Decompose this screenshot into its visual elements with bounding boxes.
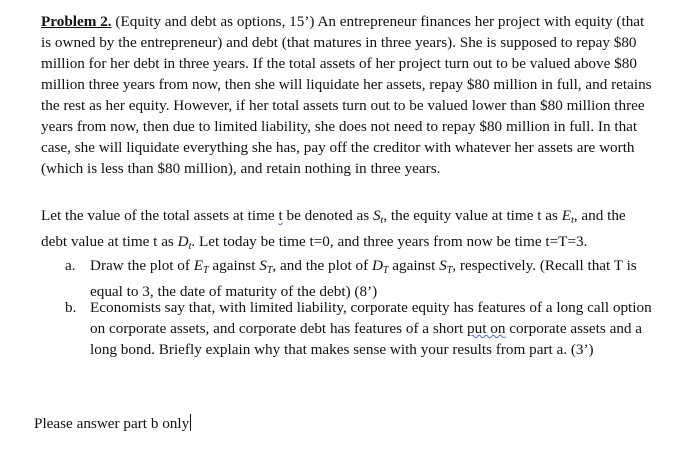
- spellcheck-underline: put on: [467, 320, 506, 337]
- definitions-paragraph: Let the value of the total assets at time t be denoted as $S_t$, the equity value at time t as $E_t$, and the debt value at time t as $D_t$. Let today be time t=0, and three years from now be time t=T=3.: [41, 207, 626, 252]
- part-a-label: a.: [65, 257, 76, 274]
- part-b: b. Economists say that, with limited liability, corporate equity has features of a long call option on corporate assets, and corporate debt has features of a short put on corporate assets and a long bond. Briefly explain why that makes sense with your results from part a. (3’): [65, 299, 652, 358]
- problem-paragraph: [41, 11, 653, 179]
- note-text: Please answer part b only: [34, 415, 190, 432]
- equity-value-symbol: E: [561, 207, 571, 224]
- debt-value-symbol: D: [177, 233, 189, 250]
- part-b-label: b.: [65, 299, 77, 316]
- time-variable: t: [278, 207, 283, 224]
- asset-value-symbol: S: [372, 207, 381, 224]
- text-cursor: [190, 414, 191, 431]
- problem-title: Problem 2.: [41, 13, 112, 30]
- part-a: a. Draw the plot of $E_T$ against $S_T$, and the plot of $D_T$ against $S_T$, respectively. (Recall that T is equal to 3, the date of maturity of the debt) (8’): [65, 257, 637, 300]
- instruction-note[interactable]: [34, 413, 191, 434]
- problem-intro: (Equity and debt as options, 15’) An entrepreneur finances her project with equity (that is owned by the entrepreneur) and debt (that matures in three years). She is supposed to repay $80 million for her debt in three years. If the total assets of her project turn out to be valued above $80 million three years from now, then she will liquidate her assets, repay $80 million in full, and retains the rest as her equity. However, if her total assets turn out to be valued lower than $80 million three years from now, then due to limited liability, she does not need to repay $80 million in full. In that case, she will liquidate everything she has, pay off the creditor with whatever her assets are worth (which is less than $80 million), and retain nothing in three years.: [41, 13, 652, 177]
